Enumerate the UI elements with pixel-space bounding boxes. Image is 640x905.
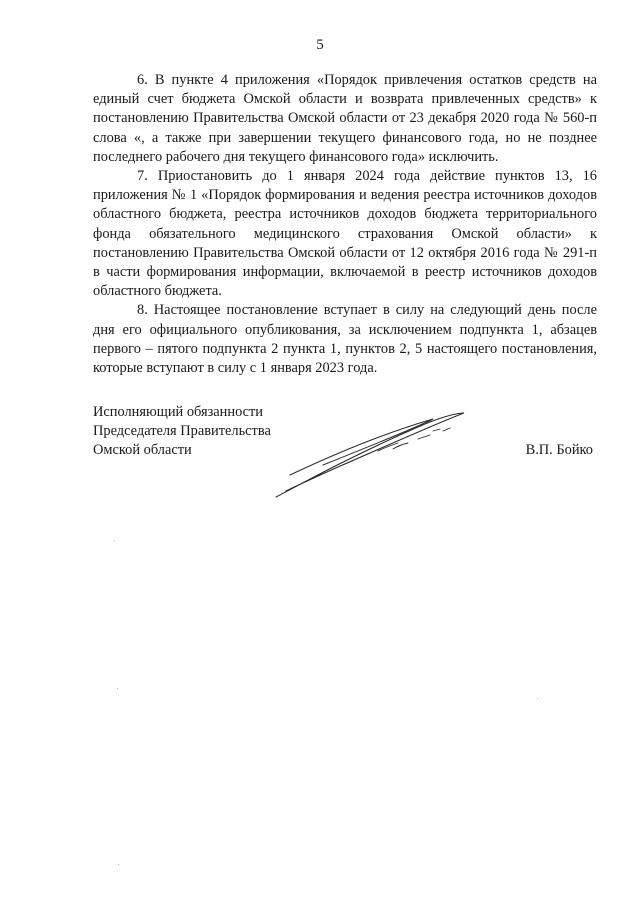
signatory-name: В.П. Бойко bbox=[525, 442, 593, 458]
handwritten-signature bbox=[268, 405, 478, 505]
signer-position-line-2: Председателя Правительства bbox=[93, 423, 271, 440]
scan-speck bbox=[114, 540, 115, 541]
document-body bbox=[93, 71, 597, 378]
scan-speck bbox=[118, 864, 119, 865]
page-number: 5 bbox=[316, 37, 324, 53]
paragraph-7: 7. Приостановить до 1 января 2024 года действие пунктов 13, 16 приложения № 1 «Порядок формирования и ведения реестра источников доходов областного бюджета, реестра источников доходов бюджета территориального фонда обязательного медицинского страхования Омской области» к постановлению Правительства Омской области от 12 октября 2016 года № 291-п в части формирования информации, включаемой в реестр источников доходов областного бюджета. bbox=[93, 168, 597, 300]
signer-position-line-3: Омской области bbox=[93, 442, 192, 459]
paragraph-6: 6. В пункте 4 приложения «Порядок привлечения остатков средств на единый счет бюджета Омской области и возврата привлеченных средств» к постановлению Правительства Омской области от 23 декабря 2020 года № 560-п слова «, а также при завершении текущего финансового года, но не позднее последнего рабочего дня текущего финансового года» исключить. bbox=[93, 72, 597, 165]
scan-speck bbox=[117, 688, 118, 689]
scan-speck bbox=[537, 698, 538, 699]
paragraph-8: 8. Настоящее постановление вступает в силу на следующий день после дня его официального опубликования, за исключением подпункта 1, абзацев первого – пятого подпункта 2 пункта 1, пунктов 2, 5 настоящего постановления, которые вступают в силу с 1 января 2023 года. bbox=[93, 302, 597, 377]
signer-position-line-1: Исполняющий обязанности bbox=[93, 404, 264, 420]
